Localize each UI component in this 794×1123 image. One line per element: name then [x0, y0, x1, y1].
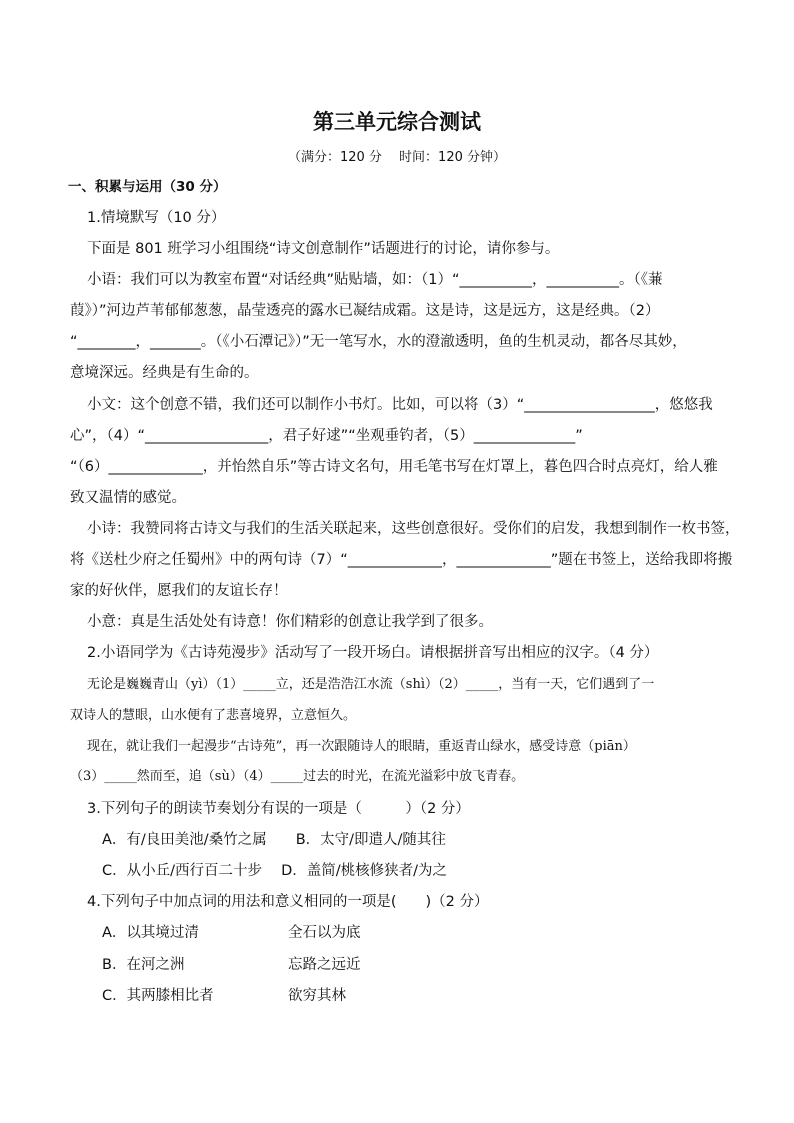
- question-2-passage: 双诗人的慧眼，山水便有了悲喜境界，立意恒久。: [70, 708, 357, 723]
- question-2-passage: 现在，就让我们一起漫步“古诗苑”，再一次跟随诗人的眼睛，重返青山绿水，感受诗意（piān）: [87, 739, 636, 754]
- question-4-title: 4.下列句子中加点词的用法和意义相同的一项是( )（2 分）: [87, 894, 489, 910]
- page-subtitle: （满分：120 分 时间：120 分钟）: [287, 150, 507, 165]
- section-heading: 一、积累与运用（30 分）: [68, 179, 227, 195]
- paragraph-text: “（6）_____________，并怡然自乐”等古诗文名句，用毛笔书写在灯罩上，暮色四合时点亮灯，给人雅: [70, 459, 718, 475]
- paragraph-text: 小语：我们可以为教室布置“对话经典”贴贴墙，如：（1）“__________，__________。（《蒹: [87, 272, 663, 288]
- paragraph-text: 葭》）”河边芦苇郁郁葱葱，晶莹透亮的露水已凝结成霜。这是诗，这是远方，这是经典。（2）: [70, 303, 660, 319]
- question-3-options: A．有/良田美池/桑竹之属 B．太守/即遣人/随其往: [102, 832, 446, 848]
- question-1-title: 1.情境默写（10 分）: [87, 210, 226, 226]
- question-3-options: C．从小丘/西行百二十步 D．盖简/桃核修狭者/为之: [102, 863, 448, 879]
- question-4-option-left: A．以其境过清: [102, 925, 199, 941]
- paragraph-text: 致又温情的感觉。: [70, 490, 186, 506]
- question-4-option-right: 忘路之远近: [288, 957, 361, 973]
- question-1-intro: 下面是 801 班学习小组围绕“诗文创意制作”话题进行的讨论，请你参与。: [87, 241, 560, 257]
- question-2-passage: （3）_____然而至，追（sù）（4）_____过去的时光，在流光溢彩中放飞青春。: [70, 769, 525, 784]
- paragraph-text: 家的好伙伴，愿我们的友谊长存！: [70, 583, 288, 599]
- paragraph-text: 将《送杜少府之任蜀州》中的两句诗（7）“_____________，_____________”题在书签上，送给我即将搬: [70, 552, 733, 568]
- paragraph-text: 心”，（4）“_________________，君子好逑”“坐观垂钓者，（5）______________”: [70, 428, 583, 444]
- question-4-option-left: B．在河之洲: [102, 957, 185, 973]
- paragraph-text: 小诗：我赞同将古诗文与我们的生活关联起来，这些创意很好。受你们的启发，我想到制作一枚书签，: [87, 521, 740, 537]
- question-3-title: 3.下列句子的朗读节奏划分有误的一项是（ ）（2 分）: [87, 801, 470, 817]
- question-4-option-right: 全石以为底: [288, 925, 361, 941]
- question-4-option-right: 欲穷其林: [288, 988, 346, 1004]
- question-2-passage: 无论是巍巍青山（yì）（1）_____立，还是浩浩江水流（shì）（2）_____，当有一天，它们遇到了一: [87, 677, 655, 692]
- paragraph-text: 小文：这个创意不错，我们还可以制作小书灯。比如，可以将（3）“__________________，悠悠我: [87, 397, 713, 413]
- paragraph-text: 意境深远。经典是有生命的。: [70, 365, 259, 381]
- page-title: 第三单元综合测试: [313, 110, 481, 134]
- paragraph-text: 小意：真是生活处处有诗意！你们精彩的创意让我学到了很多。: [87, 614, 493, 630]
- paragraph-text: “________，_______。（《小石潭记》）”无一笔写水，水的澄澈透明，鱼的生机灵动，都各尽其妙，: [70, 334, 687, 350]
- question-2-title: 2.小语同学为《古诗苑漫步》活动写了一段开场白。请根据拼音写出相应的汉字。（4 分）: [87, 645, 659, 661]
- question-4-option-left: C．其两膝相比者: [102, 988, 214, 1004]
